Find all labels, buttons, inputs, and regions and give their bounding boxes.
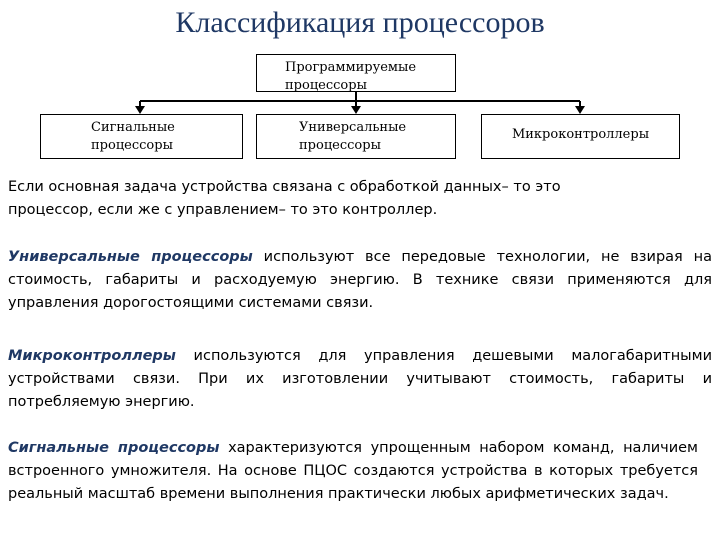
microcontrollers-box: Микроконтроллеры	[481, 114, 680, 159]
micro-paragraph	[8, 345, 712, 414]
universal-paragraph	[8, 246, 712, 315]
universal-text: используют все передовые технологии, не взирая на стоимость, габариты и расходуемую энергию. В технике связи применяются для управления дорогостоящими системами связи.	[8, 249, 713, 311]
signal-paragraph	[8, 437, 712, 506]
micro-text: используются для управления дешевыми малогабаритными устройствами связи. При их изготовлении учитывают стоимость, габариты и потребляемую энергию.	[8, 348, 712, 410]
universal-processors-box: Универсальные процессоры	[256, 114, 456, 159]
universal-term: Универсальные процессоры	[8, 249, 253, 265]
programmable-processors-box: Программируемые процессоры	[256, 54, 456, 92]
micro-term: Микроконтроллеры	[8, 348, 176, 364]
intro-paragraph: Если основная задача устройства связана с обработкой данных– то это процессор, если же с управлением– то это контроллер.	[8, 179, 561, 218]
slide-title: Классификация процессоров	[175, 6, 545, 39]
signal-term: Сигнальные процессоры	[8, 440, 220, 456]
signal-processors-box: Сигнальные процессоры	[40, 114, 243, 159]
signal-text: характеризуются упрощенным набором команд, наличием встроенного умножителя. На основе ПЦОС создаются устройства в которых требуется реальный масштаб времени выполнения практически любых арифметических задач.	[8, 440, 698, 502]
